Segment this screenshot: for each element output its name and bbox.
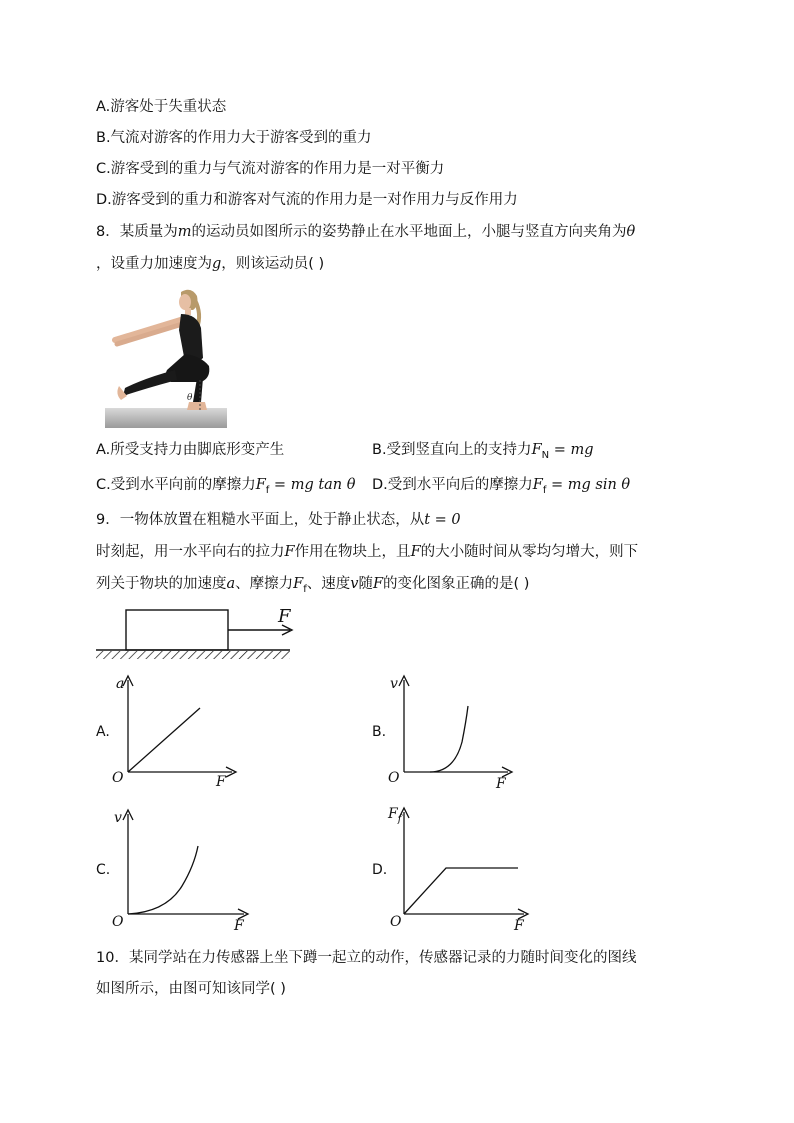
graph-d-xlabel: F [514, 918, 524, 930]
graph-d-origin: O [390, 914, 402, 930]
q8-stem-line2: ，设重力加速度为g，则该运动员( ) [96, 256, 325, 272]
q8-option-d: D.受到水平向后的摩擦力$F_f$ = mg sin θ [372, 477, 631, 496]
photo-angle-label: θ [187, 393, 193, 403]
block-force-diagram [94, 600, 304, 662]
graph-a-ylabel: a [116, 676, 125, 692]
graph-d [384, 800, 530, 930]
q9-stem-line1: 9．一物体放置在粗糙水平面上，处于静止状态，从t = 0 [96, 512, 461, 528]
graph-c [108, 806, 250, 930]
graph-d-option: D. [372, 862, 388, 878]
graph-c-option: C. [96, 862, 111, 878]
q8-option-a: A.所受支持力由脚底形变产生 [96, 442, 285, 458]
graph-a [108, 672, 238, 790]
q7-option-d: D.游客受到的重力和游客对气流的作用力是一对作用力与反作用力 [96, 192, 518, 208]
ground-hatch [96, 651, 290, 659]
q8-stem-line1: 8．某质量为m的运动员如图所示的姿势静止在水平地面上，小腿与竖直方向夹角为θ [96, 224, 636, 240]
q7-option-c: C.游客受到的重力与气流对游客的作用力是一对平衡力 [96, 161, 445, 177]
graph-b-xlabel: F [496, 776, 506, 790]
q7-option-b: B.气流对游客的作用力大于游客受到的重力 [96, 130, 372, 146]
graph-a-xlabel: F [216, 774, 226, 790]
graph-c-ylabel: v [114, 810, 122, 826]
graph-d-curve [404, 868, 518, 914]
graph-a-option: A. [96, 724, 110, 740]
graph-c-curve [128, 846, 198, 914]
graph-a-curve [128, 708, 200, 772]
q9-stem-line3: 列关于物块的加速度a、摩擦力$F_f$、速度v随F的变化图象正确的是( ) [96, 576, 530, 595]
graph-c-xlabel: F [234, 918, 244, 930]
athlete-photo [105, 284, 227, 428]
q10-stem-line2: 如图所示，由图可知该同学( ) [96, 981, 286, 997]
floor-mat [105, 408, 227, 428]
graph-d-ylabel: $F_f$ [388, 806, 402, 825]
q8-option-c: C.受到水平向前的摩擦力$F_f$ = mg tan θ [96, 477, 356, 496]
graph-b-ylabel: v [390, 676, 398, 692]
q8-option-b: B.受到竖直向上的支持力$F_N$ = mg [372, 442, 594, 461]
block [126, 610, 228, 650]
graph-c-origin: O [112, 914, 124, 930]
force-label: F [278, 606, 291, 627]
graph-a-origin: O [112, 770, 124, 786]
graph-b-origin: O [388, 770, 400, 786]
graph-b-option: B. [372, 724, 387, 740]
q7-option-a: A.游客处于失重状态 [96, 99, 227, 115]
graph-b [384, 672, 514, 790]
q10-stem-line1: 10．某同学站在力传感器上坐下蹲一起立的动作，传感器记录的力随时间变化的图线 [96, 950, 637, 966]
graph-b-curve [430, 706, 468, 772]
q9-stem-line2: 时刻起，用一水平向右的拉力F作用在物块上，且F的大小随时间从零均匀增大，则下 [96, 544, 639, 560]
